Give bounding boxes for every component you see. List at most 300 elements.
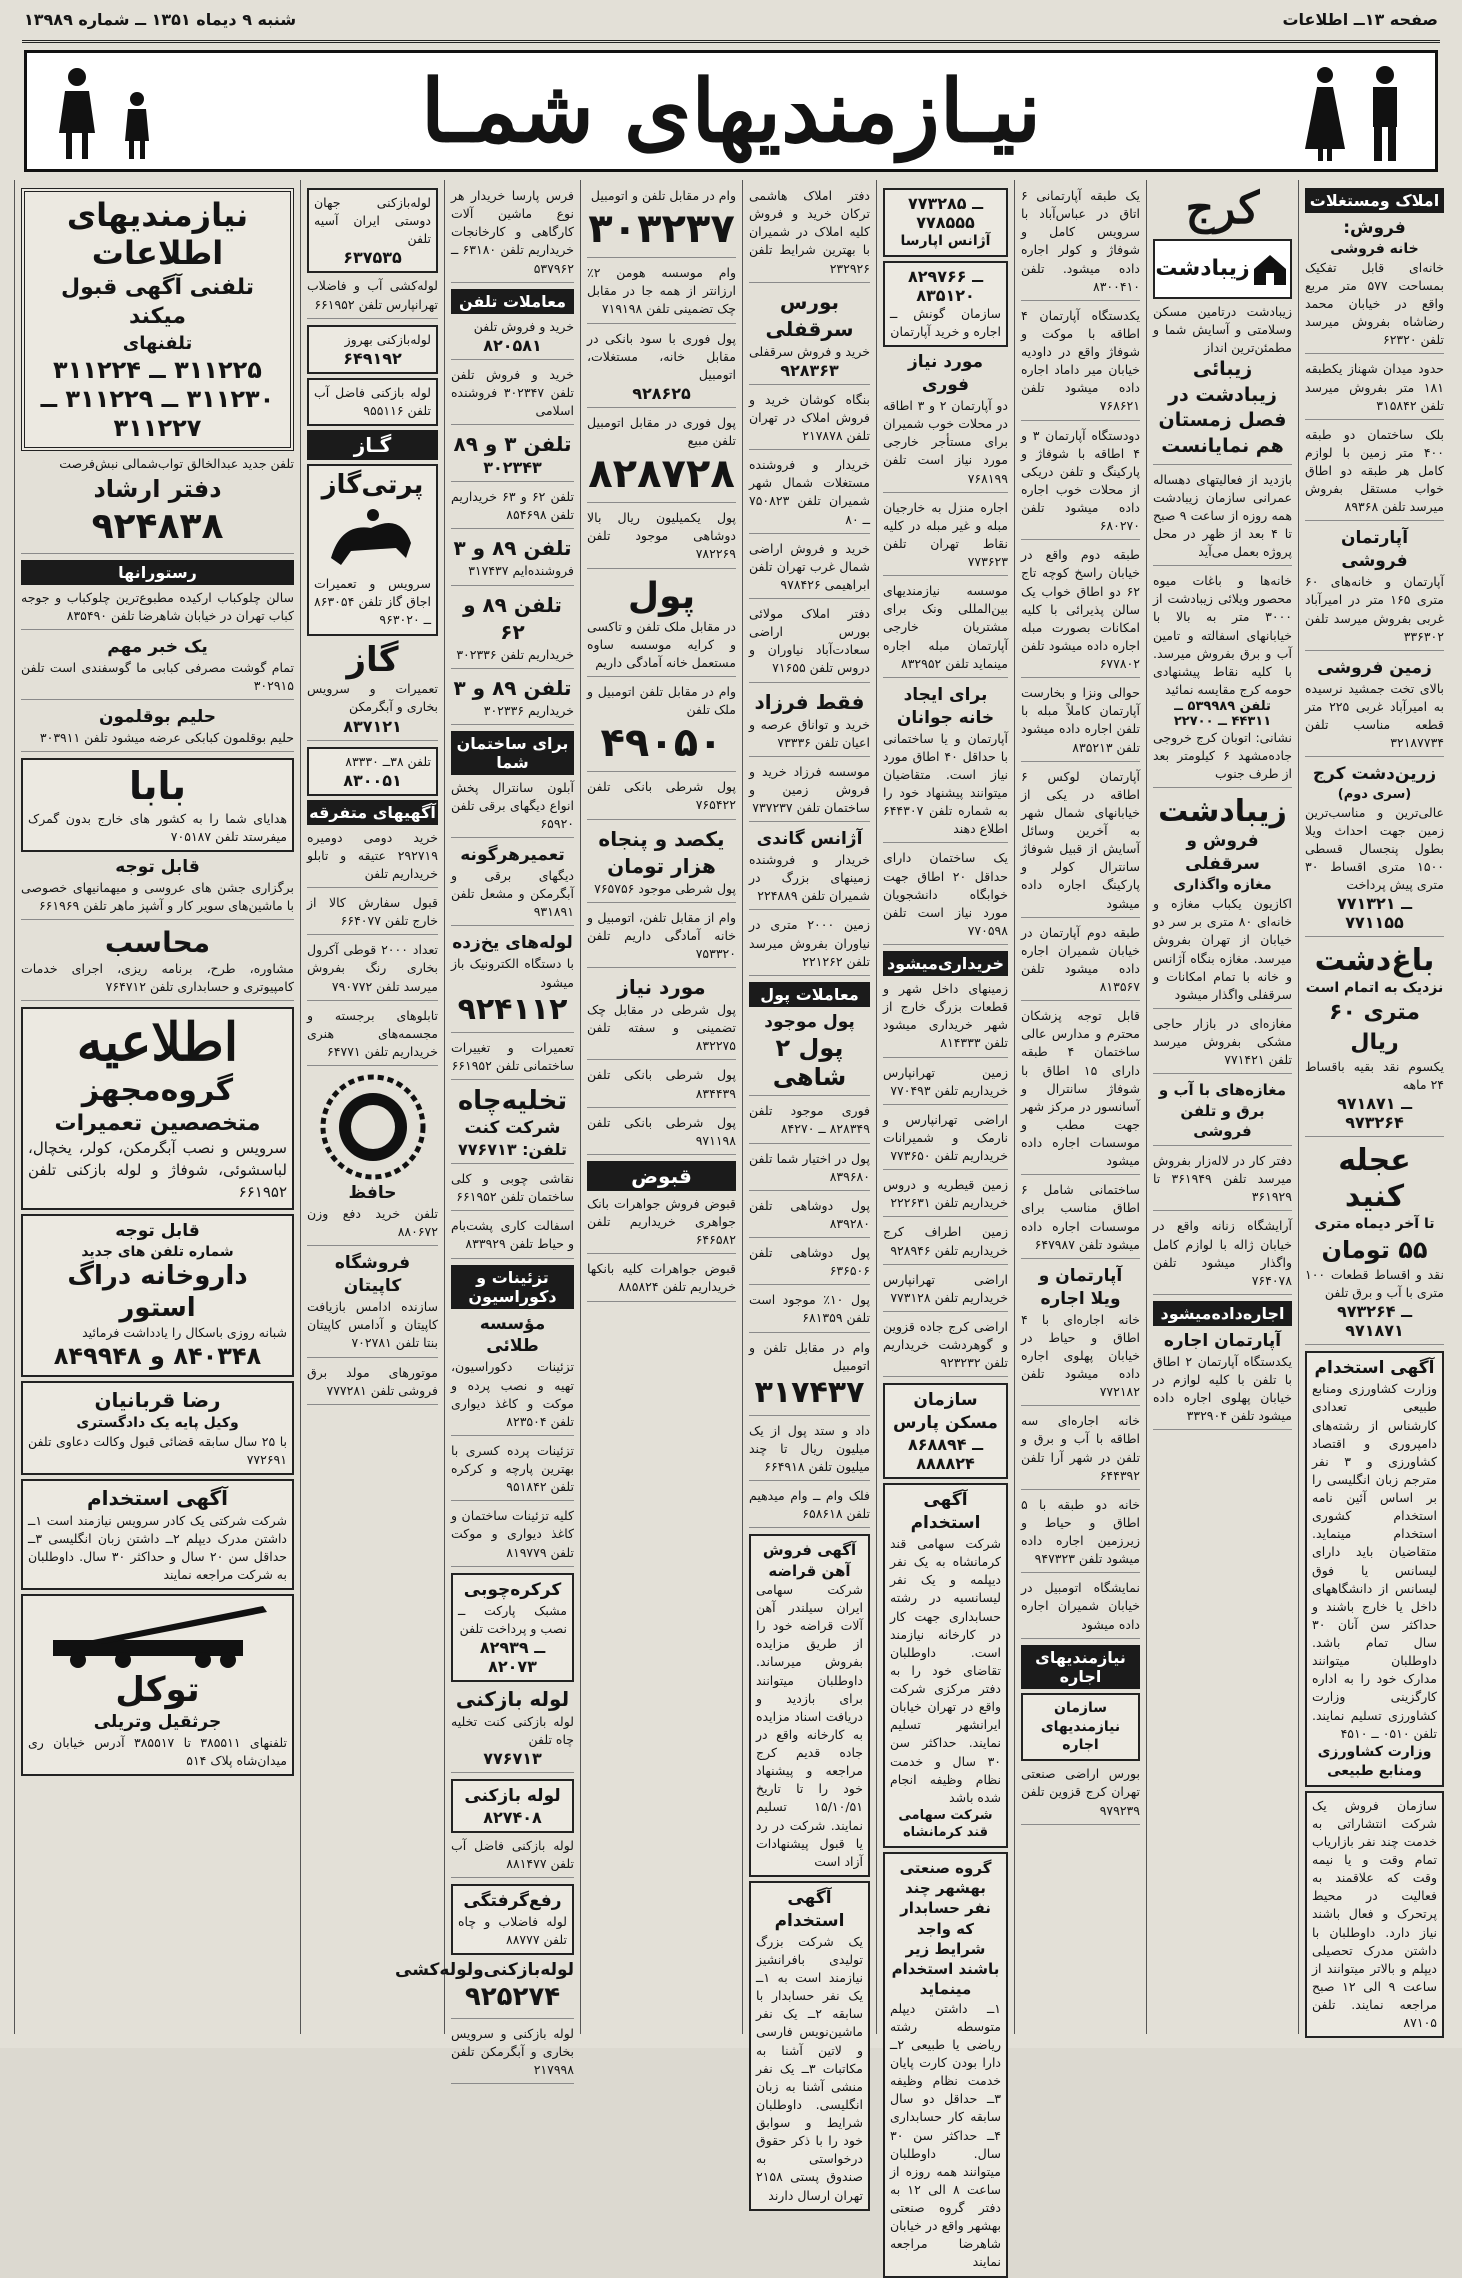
classified-ad: خریدار و فروشنده مستغلات شمال شهر شمیران تلفن ۷۵۰۸۲۳ ــ ۸۰ (749, 456, 870, 534)
ad-text: حلیم بوقلمون کبابکی عرضه میشود تلفن ۳۰۳۹۱۱ (39, 729, 294, 745)
ad-heading: دفتر ارشاد (93, 474, 222, 503)
ad-heading: حلیم بوقلمون (98, 706, 217, 727)
column-1 (1298, 180, 1450, 2034)
ad-heading-large: پول (627, 575, 696, 617)
classified-ad: پول ۱۰٪ موجود است تلفن ۶۸۱۳۵۹ (749, 1291, 870, 1332)
ad-text: لوله‌بازکنی بهروز (344, 331, 431, 347)
ad-heading: فروشگاه کاپیتان (334, 1253, 411, 1297)
ad-heading: رضا قربانیان (94, 1387, 221, 1412)
classified-ad: اجاره منزل به خارجیان مبله و غیر مبله در کلیه نقاط تهران تلفن ۷۷۳۶۲۳ (883, 499, 1008, 577)
classified-ad (749, 689, 870, 757)
classified-ad: حوالی ونزا و بخارست آپارتمان کاملاً مبله با تلفن اجاره داده میشود تلفن ۸۳۵۲۱۳ (1021, 684, 1140, 762)
ad-subheading: فروش و سرقفلی (1185, 831, 1260, 875)
classified-ad: لوله بازکنی و سرویس بخاری و آبگرمکن تلفن ۲۱۷۹۹۸ (451, 2025, 574, 2084)
ad-heading-large: گاز (346, 639, 399, 680)
classified-ad (1305, 657, 1444, 757)
ad-heading: بورس سرقفلی (765, 289, 854, 341)
ad-heading: باغ‌دشت (1314, 943, 1435, 979)
classified-ad (451, 1313, 574, 1436)
ad-text: لوله‌بازکنی جهان دوستی ایران آسیه تلفن (314, 195, 431, 247)
classified-ad: پول شرطی بانکی تلفن ۷۶۵۴۲۲ (587, 778, 736, 819)
classified-ad: قابل توجه پزشکان محترم و مدارس عالی ساختمان ۴ طبقه دارای ۱۵ اطاق با شوفاژ سانترال و آسانسور در مرکز شهر جهت مطب و موسسات اجاره داده میشود (1021, 1007, 1140, 1175)
classified-ad (587, 683, 736, 772)
column-4 (876, 180, 1014, 2270)
classified-ad (451, 592, 574, 669)
classified-ad (307, 464, 438, 636)
ad-text: وام در مقابل تلفن و اتومبیل (590, 188, 736, 203)
ad-text: پول شرطی موجود ۷۶۵۷۵۶ (594, 880, 736, 896)
ad-phone: ۸۳۷۱۲۱ (343, 716, 402, 736)
classified-ad: زمینهای داخل شهر و قطعات بزرگ خارج از شهر خریداری میشود تلفن ۸۱۴۳۳۳ (883, 980, 1008, 1058)
ad-label: تلفنهای (122, 333, 193, 355)
column-9 (14, 180, 300, 2034)
ad-phone: ۶۳۷۵۳۵ (343, 248, 402, 268)
classified-ad: آبلون سانترال پخش انواع دیگهای برقی تلفن ۶۵۹۲۰ (451, 779, 574, 838)
classified-ad: تعداد ۲۰۰۰ قوطی آکرول بخاری رنگ بفروش میرسد تلفن ۷۹۰۷۷۲ (307, 941, 438, 1000)
classified-ad: یکدستگاه آپارتمان ۴ اطاقه با موکت و شوفاژ واقع در داودیه خیابان میر داماد اجاره داده میشود تلفن ۷۶۸۶۲۱ (1021, 307, 1140, 421)
classified-ad: کلیه تزئینات ساختمان و کاغذ دیواری و موکت تلفن ۸۱۹۷۷۹ (451, 1507, 574, 1566)
classified-ad (587, 826, 736, 903)
ad-phone: ۸۳۰۰۵۱ (343, 770, 402, 790)
city-heading: کرج (1185, 183, 1260, 234)
ad-phone: ۷۷۶۷۱۳ (483, 1749, 542, 1769)
classified-ad (1021, 1265, 1140, 1407)
classified-ad (883, 1383, 1008, 1479)
house-icon (1250, 249, 1290, 289)
classified-ad (21, 926, 294, 1001)
ad-text: با ۲۵ سال سابقه قضائی قبول وکالت دعاوی تلفن ۷۷۲۶۹۱ (28, 1433, 287, 1467)
classified-ad: خرید و فروش اراضی شمال غرب تهران تلفن ابراهیمی ۹۷۸۴۲۶ (749, 540, 870, 599)
ad-text: با دستگاه الکترونیک باز میشود (451, 956, 574, 990)
classified-ad: لوله‌کشی آب و فاضلاب تهرانپارس تلفن ۶۶۱۹۵۲ (307, 277, 438, 318)
ad-subheading: نزدیک به اتمام است (1305, 980, 1444, 997)
lawyer-ad (21, 1381, 294, 1475)
section-header: قبوض (587, 1161, 736, 1191)
ad-heading: تلفن ۳ و ۸۹ (453, 432, 572, 457)
classified-ad: بورس اراضی صنعتی تهران کرج قزوین تلفن ۹۷۹۲۳۹ (1021, 1765, 1140, 1824)
ad-heading-large: نیازمندیهای اطلاعات (66, 196, 249, 273)
ad-text: خرید و تواناق عرصه و اعیان تلفن ۷۳۳۳۶ (749, 716, 870, 750)
ad-phone: ۸۲۹۷۶۶ ــ ۸۳۵۱۲۰ (907, 266, 984, 305)
classified-ad: بنگاه کوشان خرید و فروش املاک در تهران تلفن ۲۱۷۸۷۸ (749, 391, 870, 450)
ad-price: متری ۶۰ ریال (1329, 1000, 1420, 1055)
classified-ad (307, 747, 438, 796)
ad-phone-large: ۳۱۷۴۳۷ (754, 1374, 865, 1410)
classified-ad: بلک ساختمان دو طبقه ۴۰۰ متر زمین با لوازم کامل هر طبقه دو اطاق خواب مستقل بفروش میرسد تلفن ۸۹۳۶۸ (1305, 426, 1444, 522)
ad-price: ۵۵ تومان (1321, 1235, 1428, 1264)
announcement-ad (21, 1007, 294, 1210)
employment-ad (749, 1881, 870, 2211)
classified-ad: خرید دومی دومیره ۲۹۲۷۱۹ عتیقه و تابلو خریداریم تلفن (307, 829, 438, 888)
employment-ad (883, 1852, 1008, 2278)
section-header: گـاز (307, 430, 438, 460)
ad-address: نشانی: اتوبان کرج خروجی جاده‌مشهد ۶ کیلومتر بعد از طرف جنوب (1153, 730, 1293, 782)
ad-text: مشاوره، طرح، برنامه ریزی، اجرای خدمات کامپیوتری و حسابداری تلفن ۷۶۴۷۱۲ (21, 960, 294, 994)
column-2 (1146, 180, 1298, 2034)
ad-heading: رفع‌گرفتگی (463, 1891, 562, 1912)
section-header: املاک ومستغلات (1305, 188, 1444, 213)
employment-ad: سازمان فروش یک شرکت انتشاراتی به خدمت چند نفر بازاریاب تمام وقت و یا نیمه وقت که علاقمند به فعالیت در محیط پرتحرک و فعال باشند نیاز دارد. داوطلبان با داشتن مدرک تحصیلی دیپلم و بالاتر میتوانند از ساعت ۹ الی ۱۲ صبح مراجعه نمایند. تلفن ۸۷۱۰۵ (1305, 1791, 1444, 2039)
classified-ad (1305, 217, 1444, 354)
ad-text: تمام گوشت مصرفی کبابی ما گوسفندی است تلفن ۳۰۲۹۱۵ (21, 659, 294, 693)
ad-text: آپارتمان و خانه‌های ۶۰ متری ۱۶۵ متر در امیرآباد غربی بفروش میرسد تلفن ۳۳۶۳۰۲ (1305, 574, 1444, 644)
classified-ad: سالن چلوکباب ارکیده مطبوع‌ترین چلوکباب و جوجه کباب تهران در خیابان شاهرضا تلفن ۸۳۵۴۹۰ (21, 589, 294, 630)
ad-heading: یک خبر مهم (107, 636, 208, 657)
ad-heading: آپارتمان و ویلا اجاره (1038, 1265, 1123, 1309)
ad-heading: مورد نیاز (617, 975, 706, 1000)
ad-heading: آژانس گاندی (756, 829, 863, 850)
ad-heading-large: اطلاعیه (76, 1011, 239, 1073)
ad-subheading: جرثقیل وتریلی (93, 1712, 222, 1733)
ad-text: وام در مقابل تلفن و اتومبیل (749, 1339, 870, 1373)
ad-text: پول فوری در مقابل اتومبیل تلفن مبیع (587, 414, 736, 448)
classified-ad: تزئینات پرده کسری با بهترین پارچه و کرکره تلفن ۹۵۱۸۴۲ (451, 1442, 574, 1501)
classified-ad: دفتر املاک هاشمی ترکان خرید و فروش کلیه املاک در شمیران با بهترین شرایط تلفن ۲۳۲۹۲۶ (749, 187, 870, 283)
column-7 (395, 180, 580, 2077)
classified-ad: موسسه نیازمندیهای بین‌المللی ونک برای مشتریان خارجی آپارتمان مبله اجاره مینماید تلفن ۸۳۲۹۵۲ (883, 582, 1008, 678)
ad-text: خریداریم تلفن ۳۰۲۳۳۶ (456, 646, 574, 662)
ad-text: شبانه روزی باسکال را یادداشت فرمائید (82, 1324, 287, 1340)
classified-ad (1305, 527, 1444, 650)
ad-heading: زیبائی زیبادشت در فصل زمستان هم نمایانست (1158, 357, 1287, 457)
ad-heading: یکصد و پنجاه هزار تومان (598, 826, 725, 878)
classified-ad: پول دوشاهی تلفن ۶۳۶۵۰۶ (749, 1244, 870, 1285)
classified-ad: فوری موجود تلفن ۸۲۸۳۴۹ ــ ۸۴۲۷۰ (749, 1102, 870, 1143)
ettelaat-classifieds-box (21, 188, 294, 451)
classified-ad (749, 828, 870, 910)
classified-ad (1305, 943, 1444, 1137)
ad-subheading: (سری دوم) (1337, 787, 1412, 803)
logo-text: زیبادشت (1155, 256, 1250, 282)
ad-heading: عجله کنید (1338, 1142, 1411, 1214)
ad-heading: لوله‌بازکنی‌ولوله‌کشی (395, 1960, 574, 1981)
classified-ad (451, 1779, 574, 1833)
classified-ad: موسسه فرزاد خرید و فروش زمین و ساختمان تلفن ۷۳۷۲۳۷ (749, 763, 870, 822)
classified-ad (21, 758, 294, 852)
ad-heading: تلفن ۸۹ و ۳ (453, 536, 572, 561)
classified-ad (883, 261, 1008, 347)
classified-ad: نمایشگاه اتومبیل در خیابان شمیران اجاره داده میشود (1021, 1579, 1140, 1638)
section-header: خریداری‌میشود (883, 951, 1008, 976)
ad-text: دیگهای برقی و آبگرمکن و مشعل تلفن ۹۳۱۸۹۱ (451, 868, 574, 920)
classified-ad: مغازه‌های با آب و برق و تلفن فروشی (1153, 1080, 1292, 1146)
ad-heading: آگهی استخدام (86, 1485, 229, 1510)
classified-ad: طبقه دوم واقع در خیابان راسخ کوچه تاج ۶۲ دو اطاق خواب یک سالن پذیرائی با کلیه امکانات بصورت مبله اجاره داده میشود تلفن ۶۷۷۸۰۲ (1021, 546, 1140, 678)
ad-text: نقد و اقساط قطعات ۱۰۰ متری با آب و برق تلفن (1305, 1267, 1444, 1301)
classified-ad (307, 1252, 438, 1357)
ad-heading-large: تخلیه‌چاه (457, 1085, 568, 1116)
ad-subheading: وکیل پایه یک دادگستری (76, 1414, 239, 1431)
ad-heading: سازمان مسکن پارس (893, 1390, 998, 1434)
ad-text: زیبادشت درتامین مسکن وسلامتی و آسایش شما و مطمئن‌ترین انداز (1153, 303, 1292, 355)
ad-text: مشبک پارکت ــ نصب و پرداخت تلفن (458, 1602, 567, 1636)
ad-text: تلفن خرید دفع وزن ۸۸۰۶۷۲ (307, 1206, 438, 1240)
classified-ad: یک ساختمان دارای حداقل ۲۰ اطاق جهت خوابگاه دانشجویان مورد نیاز است تلفن ۷۷۰۵۹۸ (883, 849, 1008, 945)
ad-phone-large: ۹۲۵۲۷۴ (464, 1982, 561, 2013)
child-figure-icon (109, 63, 165, 163)
ad-phone-large: ۳۱۱۲۳۰ ــ ۳۱۱۲۲۹ ــ ۳۱۱۲۲۷ (40, 385, 275, 443)
ad-text: وزارت کشاورزی ومنابع طبیعی تعدادی کارشناس از رشته‌های دامپروری و اقتصاد کشاورزی و ۳ نفر مترجم زبان انگلیسی را بر اساس آئین نامه استخدام کشوری استخدام مینماید. متقاضیان باید دارای لیسانس یا فوق لیسانس از دانشگاههای داخل یا خارج باشند و حداکثر سن آنان ۳۰ سال تمام باشد. داوطلبان میتوانند مدارک خود را به اداره کارگزینی وزارت کشاورزی تسلیم نمایند. تلفن ۰۵۱۰ ــ ۴۵۱۰ (1312, 1381, 1437, 1741)
woman-figure-icon (1297, 63, 1353, 163)
classified-ad (451, 932, 574, 1032)
classified-ad: سازمان نیازمندیهای اجاره (1021, 1693, 1140, 1762)
classified-ad: پول شرطی بانکی تلفن ۸۳۴۴۳۹ (587, 1066, 736, 1107)
ad-phone: ۹۷۱۸۷۱ ــ ۹۷۳۲۶۴ (1336, 1093, 1413, 1132)
section-header: نیازمندیهای اجاره (1021, 1645, 1140, 1689)
classified-ad: داد و ستد پول از یک میلیون ریال تا چند میلیون تلفن ۶۶۴۹۱۸ (749, 1422, 870, 1481)
classified-ad (1153, 794, 1292, 1009)
ad-heading: لوله‌های یخ‌زده (452, 933, 573, 954)
ad-phone: ۷۷۱۳۲۱ ــ ۷۷۱۱۵۵ (1336, 894, 1413, 933)
employment-ad (21, 1479, 294, 1591)
ad-heading: تلفن ۸۹ و ۶۲ (463, 592, 562, 644)
classified-ad: اراضی تهرانپارس و نارمک و شمیرانات خریداریم تلفن ۷۷۳۶۵۰ (883, 1111, 1008, 1170)
ad-phone: تلفن ۵۳۹۹۸۹ ــ ۴۴۳۱۱ ــ ۲۲۷۰۰ (1173, 699, 1272, 730)
ad-subheading: قابل توجه (115, 1220, 200, 1241)
crane-truck-icon (33, 1600, 283, 1670)
ad-text: آپارتمان و یا ساختمانی با حداقل ۴۰ اطاق مورد نیاز است. متقاضیان میتوانند پیشنهاد خود را به شماره تلفن ۶۴۴۳۰۷ اطلاع دهند (883, 730, 1008, 837)
ad-text: هدایای شما را به کشور های خارج بدون گمرک میفرستد تلفن ۷۰۵۱۸۷ (28, 810, 287, 844)
classified-ad: اراضی تهرانپارس خریداریم تلفن ۷۷۳۱۲۸ (883, 1271, 1008, 1312)
ad-text: یکدستگاه آپارتمان ۲ اطاق با تلفن با کلیه لوازم در خیابان پهلوی اجاره داده میشود تلفن ۳۳۲۹۰۴ (1153, 1353, 1293, 1424)
ad-heading: مورد نیاز فوری (907, 352, 984, 396)
ad-heading: آگهی استخدام (774, 1887, 845, 1931)
ad-heading: آپارتمان فروشی (1340, 528, 1409, 572)
section-banner (24, 50, 1438, 172)
header-rule (22, 40, 1440, 43)
ad-heading: زیبادشت (1158, 794, 1287, 830)
classified-ad (587, 414, 736, 503)
ad-heading: حافظ (348, 1183, 397, 1204)
ad-heading: آژانس اپارسا (900, 233, 991, 249)
ad-heading: فقط فرزاد (754, 689, 865, 714)
classified-ad: قبول سفارش کالا از خارج تلفن ۶۶۴۰۷۷ (307, 894, 438, 935)
classified-ad (307, 1072, 438, 1246)
ad-text: وام در مقابل تلفن اتومبیل و ملک تلفن (587, 684, 736, 718)
classified-ad: پول دوشاهی تلفن ۸۳۹۲۸۰ (749, 1197, 870, 1238)
classified-ad: قبوض جواهرات کلیه بانکها خریداریم تلفن ۸۸۵۸۲۴ (587, 1260, 736, 1301)
column-8 (300, 180, 444, 2034)
classified-ad (587, 330, 736, 408)
ad-phone: ۸۲۹۳۹ ــ ۸۲۰۷۳ (479, 1637, 546, 1676)
classified-ad: آرایشگاه زنانه واقع در خیابان ژاله با لوازم کامل واگذار میشود تلفن ۷۶۴۰۷۸ (1153, 1217, 1292, 1295)
ad-heading: فروش: (1343, 218, 1406, 238)
employment-ad (883, 1483, 1008, 1848)
ad-phone: ۸۲۷۴۰۸ (483, 1808, 542, 1827)
classified-ad: اسفالت کاری پشت‌بام و حیاط تلفن ۸۳۳۹۲۹ (451, 1217, 574, 1258)
ad-heading-large: محاسب (104, 926, 211, 960)
ad-text: در مقابل ملک تلفن و تاکسی و کرایه موسسه ساوه مستعمل خانه آمادگی داریم (587, 618, 736, 670)
ad-phone: ۳۰۲۳۴۳ (483, 458, 542, 478)
classified-ad: بازدید از فعالیتهای دهساله عمرانی سازمان زیبادشت همه روزه از ساعت ۹ صبح تا ۴ بعد از ظهر در محل پروژه بعمل می‌آید (1153, 471, 1292, 567)
classified-ad: اراضی کرج جاده قزوین و گوهردشت خریداریم تلفن ۹۲۳۲۳۲ (883, 1318, 1008, 1377)
classified-ad: دفتر کار در لاله‌زار بفروش میرسد تلفن ۳۶۱۹۴۹ تا ۳۶۱۹۲۹ (1153, 1152, 1292, 1211)
ad-text: خانه‌ای قابل تفکیک بمساحت ۵۷۷ متر مربع واقع در خیابان محمد رضاشاه بفروش میرسد تلفن ۶۲۳۲۰ (1305, 259, 1444, 348)
ad-heading: زمین فروشی (1317, 657, 1432, 678)
ad-heading: گروه صنعتی بهشهر چند نفر حسابدار که واجد شرایط زیر باشند استخدام مینماید (891, 1858, 1000, 1999)
ad-heading: تلفن ۸۹ و ۳ (453, 675, 572, 700)
ad-phone: ۷۷۳۲۸۵ ــ ۷۷۸۵۵۵ (907, 194, 984, 232)
ad-text: دو آپارتمان ۲ و ۳ اطاقه در محلات خوب شمیران برای مستأجر خارجی مورد نیاز است تلفن ۷۶۸۱۹۹ (883, 398, 1008, 486)
hafez-seal-icon (318, 1072, 428, 1182)
classified-ad (307, 188, 438, 273)
ad-heading: مؤسسه طلائی (479, 1313, 546, 1357)
ad-text: اکازیون یکباب مغازه و خانه‌ای ۸۰ متری بر سر دو خیابان از تهران بفروش میرسد. مغازه بنگاه آژانس و خانه با تمام امکانات و سرقفلی واگذار میشود (1153, 896, 1292, 1002)
ad-heading: برای ایجاد خانه جوانان (896, 684, 995, 728)
ad-text: شرکت سهامی ایران سیلندر آهن آلات قراضه خود را از طریق مزایده بفروش میرساند. داوطلبان میتوانند برای بازدید و دریافت اسناد مزایده به کارخانه واقع در جاده قدیم کرج مراجعه و پیشنهاد خود را تا تاریخ ۱۵/۱۰/۵۱ تسلیم نمایند. شرکت در رد یا قبول پیشنهادات آزاد است (756, 1581, 863, 1869)
ad-text: تلفن جدید عبدالخالق تواب‌شمالی نبش‌فرصت (59, 455, 294, 471)
classified-ad (587, 187, 736, 258)
ad-phone: ۹۲۸۳۶۳ (780, 360, 839, 380)
ad-phone-large: ۸۴۰۳۴۸ و ۸۴۹۹۴۸ (53, 1341, 262, 1370)
horse-rider-icon (311, 503, 431, 573)
classified-ad (307, 325, 438, 374)
classified-ad: حدود میدان شهناز یکطبقه ۱۸۱ متر بفروش میرسد تلفن ۳۱۵۸۴۲ (1305, 360, 1444, 419)
page-header-left: صفحه ۱۳ــ اطلاعات (1282, 10, 1438, 29)
classified-ad: قبوض فروش جواهرات بانک جواهری خریداریم تلفن ۶۴۶۵۸۲ (587, 1195, 736, 1254)
ad-heading-large: بابا (128, 764, 187, 809)
column-5 (742, 180, 876, 2203)
ad-text: یک شرکت بزرگ تولیدی بافرانشیز نیازمند است به ۱ــ یک نفر حسابدار با سابقه ۲ــ یک نفر ماشین‌نویس فارسی و لاتین آشنا به مکاتبات ۳ــ یک نفر منشی آشنا به زبان انگلیسی. داوطلبان شرایط و سوابق خود را با ذکر حقوق درخواستی به صندوق پستی ۲۱۵۸ تهران ارسال دارند (756, 1933, 864, 2203)
classified-ad (451, 1086, 574, 1164)
classified-ad (451, 1884, 574, 1955)
ad-text: بالای تخت جمشید نرسیده به امیرآباد غربی ۲۲۵ متر قطعه مناسب تلفن ۳۲۱۸۷۷۳۴ (1305, 680, 1444, 751)
pharmacy-ad (21, 1214, 294, 1377)
classified-ad: پول در اختیار شما تلفن ۸۳۹۶۸۰ (749, 1150, 870, 1191)
section-header: معاملات تلفن (451, 289, 574, 314)
ad-footer: وزارت کشاورزی ومنابع طبیعی (1317, 1743, 1432, 1779)
classified-ad (21, 856, 294, 920)
classified-ad (451, 535, 574, 585)
classified-ad: یک طبقه آپارتمانی ۶ اتاق در عباس‌آباد با سرویس کامل و شوفاژ و کولر اجاره داده میشود. تلفن ۸۳۰۰۴۱۰ (1021, 187, 1140, 301)
classified-ad: لوله بازکنی فاضل آب تلفن ۹۵۵۱۱۶ (307, 378, 438, 426)
ad-heading: کرکره‌چوبی (463, 1579, 562, 1600)
ad-text: فروشنده‌ایم ۳۱۷۴۳۷ (468, 563, 574, 579)
ad-text: خریدار و فروشنده زمینهای بزرگ در شمیران تلفن ۲۲۴۸۸۹ (749, 852, 870, 904)
ad-phone-large: ۹۲۴۸۳۸ (91, 506, 224, 548)
classified-ad (1305, 1143, 1444, 1346)
ad-heading-large: پول ۲ شاهی (772, 1033, 847, 1091)
classified-ad: تلفن ۶۲ و ۶۳ خریداریم تلفن ۸۵۴۶۹۸ (451, 488, 574, 529)
ad-phone: ۹۷۳۲۶۴ ــ ۹۷۱۸۷۱ (1336, 1302, 1413, 1341)
ad-subheading: گروه‌مجهز (81, 1072, 234, 1108)
ad-heading: زرین‌دشت کرج (1312, 764, 1437, 785)
classified-ad: تابلوهای برجسته و مجسمه‌های هنری خریداریم تلفن ۶۴۷۷۱ (307, 1007, 438, 1066)
section-header: معاملات پول (749, 982, 870, 1007)
ad-text: تلفن ۳۸ــ ۸۳۳۳۰ (345, 753, 431, 769)
classified-ad (883, 684, 1008, 844)
classified-ad (1305, 763, 1444, 937)
ad-subheading: شرکت کنت (464, 1118, 561, 1139)
classified-ad (451, 1573, 574, 1682)
ad-phone-large: ۳۰۳۲۳۷ (588, 206, 735, 253)
classified-ad (749, 1339, 870, 1416)
classified-ad: خانه دو طبقه با ۵ اطاق و حیاط و زیرزمین اجاره داده میشود تلفن ۹۴۷۳۲۳ (1021, 1496, 1140, 1574)
ad-subheading: مغازه واگذاری (1173, 877, 1272, 894)
ad-text: پول شرطی در مقابل چک تضمینی و سفته تلفن ۸۳۲۲۷۵ (587, 1002, 736, 1054)
ad-heading: پول موجود (764, 1011, 855, 1032)
classified-ad: لوله بازکنی فاضل آب تلفن ۸۸۱۴۷۷ (451, 1837, 574, 1878)
classified-ad: وام موسسه هومن ۲٪ ارزانتر از همه جا در مقابل چک تضمینی تلفن ۷۱۹۱۹۸ (587, 264, 736, 323)
classified-ad: ساختمانی شامل ۶ اطاق مناسب برای موسسات اجاره داده میشود تلفن ۶۴۷۹۸۷ (1021, 1181, 1140, 1259)
ad-phone-large: ۳۱۱۲۲۵ ــ ۳۱۱۲۲۴ (53, 356, 262, 385)
classified-ad: فلک وام ــ وام میدهیم تلفن ۶۵۸۶۱۸ (749, 1487, 870, 1528)
ad-text: تلفنهای ۳۸۵۵۱۱ تا ۳۸۵۵۱۷ آدرس خیابان ری میدان‌شاه پلاک ۵۱۴ (28, 1735, 287, 1769)
ad-phone-large: ۸۲۸۷۲۸ (588, 451, 735, 498)
zibadasht-logo (1153, 239, 1292, 299)
classified-ad (1153, 1330, 1292, 1430)
ad-text: سازمان گونش ــ اجاره و خرید آپارتمان (890, 305, 1001, 340)
ad-heading-large: توکل (115, 1670, 200, 1711)
classified-ad (21, 706, 294, 752)
ad-text: سازنده ادامس بازیافت کاپیتان و آدامس کاپیتان بنتا تلفن ۷۰۲۷۸۱ (307, 1299, 438, 1351)
classified-ad (21, 636, 294, 700)
classified-ad (451, 318, 574, 360)
ad-text: سرویس و نصب آبگرمکن، کولر، یخچال، لباسشوئی، شوفاژ و لوله بازکنی تلفن ۶۶۱۹۵۲ (28, 1139, 287, 1201)
ad-heading: آگهی استخدام (1314, 1358, 1435, 1379)
classified-ad (307, 640, 438, 741)
classified-ad: دفتر املاک مولائی بورس اراضی سعادت‌آباد نیاوران و دروس تلفن ۷۱۶۵۵ (749, 605, 870, 683)
ad-text: سرویس و تعمیرات اجاق گاز تلفن ۸۶۳۰۵۴ ــ ۹۶۳۰۲۰ (314, 576, 431, 628)
ad-phone-large: ۹۲۴۱۱۲ (457, 991, 568, 1027)
classified-ad (451, 431, 574, 482)
ad-heading: تعمیرهرگونه (460, 845, 565, 866)
ad-phone: ۶۴۹۱۹۲ (343, 348, 402, 368)
section-header: رستورانها (21, 560, 294, 585)
ad-text: یکسوم نقد بقیه باقساط ۲۴ ماهه (1305, 1058, 1444, 1092)
ad-text: خریداریم ۳۰۲۳۳۶ (483, 702, 574, 718)
ad-text: لوله بازکنی کنت تخلیه چاه تلفن (451, 1713, 574, 1747)
man-figure-icon (1357, 63, 1413, 163)
ad-text: خانه اجاره‌ای با ۴ اطاق و حیاط در خیابان پهلوی اجاره داده میشود تلفن ۷۷۲۱۸۲ (1021, 1311, 1140, 1400)
ad-text: شرکت سهامی قند کرمانشاه به یک نفر دیپلمه و یک نفر لیسانسیه در رشته حسابداری جهت کار در کارخانه نیازمند است. داوطلبان تقاضای خود را به دفتر مرکزی شرکت واقع در تهران خیابان ایرانشهر تسلیم نمایند. حداکثر سن ۳۰ سال و خدمت نظام وظیفه انجام شده باشد (890, 1536, 1001, 1805)
section-header: برای ساختمان شما (451, 731, 574, 775)
employment-ad (1305, 1351, 1444, 1786)
ad-text: ۱ــ داشتن دیپلم متوسطه رشته ریاضی یا طبیعی ۲ــ دارا بودن کارت پایان خدمت نظام وظیفه ۳ــ حداقل دو سال سابقه کار حسابداری ۴ــ حداکثر سن ۳۰ سال. داوطلبان میتوانند همه روزه از ساعت ۸ الی ۱۲ به دفتر گروه صنعتی بهشهر واقع در خیابان شاهرضا مراجعه نمایند (890, 2000, 1001, 2270)
ad-text: شماره تلفن های جدید (81, 1243, 234, 1260)
ad-text: تزئینات دکوراسیون، تهیه و نصب پرده و موکت و کاغذ دیواری تلفن ۸۲۳۵۰۴ (451, 1359, 574, 1429)
banner-title: نیـازمندیهای شمـا (420, 60, 1042, 162)
classified-ad (451, 844, 574, 926)
ad-text: خرید و فروش سرقفلی (748, 343, 870, 359)
classified-ad: فرس پارسا خریدار هر نوع ماشین آلات کارگاهی و کارخانجات خریداریم تلفن ۶۳۱۸۰ ــ ۵۳۷۹۶۲ (451, 187, 574, 283)
classified-ad: تعمیرات و تغییرات ساختمانی تلفن ۶۶۱۹۵۲ (451, 1039, 574, 1080)
ad-text: عالی‌ترین و مناسب‌ترین زمین جهت احداث ویلا بطول پنجسال قسطی ۱۵۰۰ متری اقساط ۳۰ متری پیش پرداخت (1305, 804, 1444, 893)
classified-ad: طبقه دوم آپارتمان در خیابان شمیران اجاره داده میشود تلفن ۸۱۳۵۶۷ (1021, 924, 1140, 1002)
ad-heading: آپارتمان اجاره (1163, 1330, 1282, 1351)
classified-ad (587, 974, 736, 1060)
ad-footer: شرکت سهامی قند کرمانشاه (898, 1807, 993, 1841)
column-6 (580, 180, 742, 2034)
ad-text: پول فوری با سود بانکی در مقابل خانه، مستغلات، اتومبیل (587, 330, 736, 382)
classified-ad (587, 575, 736, 678)
classified-ad: موتورهای مولد برق فروشی تلفن ۷۷۷۲۸۱ (307, 1364, 438, 1405)
ad-heading: لوله بازکنی (455, 1686, 570, 1711)
ad-heading: آگهی فروش آهن قراضه (762, 1541, 857, 1580)
ad-text: لوله فاضلاب و چاه تلفن ۸۸۷۷۷ (458, 1914, 567, 1948)
classified-ad: زمین ۲۰۰۰ متری در نیاوران بفروش میرسد تلفن ۲۲۱۲۶۲ (749, 916, 870, 975)
ad-heading: آگهی استخدام (910, 1490, 981, 1534)
classified-ad (1153, 572, 1292, 788)
classified-ad (21, 455, 294, 554)
family-figure-icon (49, 63, 105, 163)
ad-heading-large: داروخانه دراگ استور (67, 1261, 248, 1323)
classified-ad: زمین تهرانپارس خریداریم تلفن ۷۷۰۴۹۳ (883, 1064, 1008, 1105)
section-header: آگهیهای متفرقه (307, 800, 438, 825)
classified-ad: وام از مقابل تلفن، اتومبیل و خانه آمادگی داریم تلفن ۷۵۳۳۲۰ (587, 909, 736, 968)
classified-ad (749, 1011, 870, 1097)
classified-ad: پول شرطی بانکی تلفن ۹۷۱۱۹۸ (587, 1114, 736, 1155)
